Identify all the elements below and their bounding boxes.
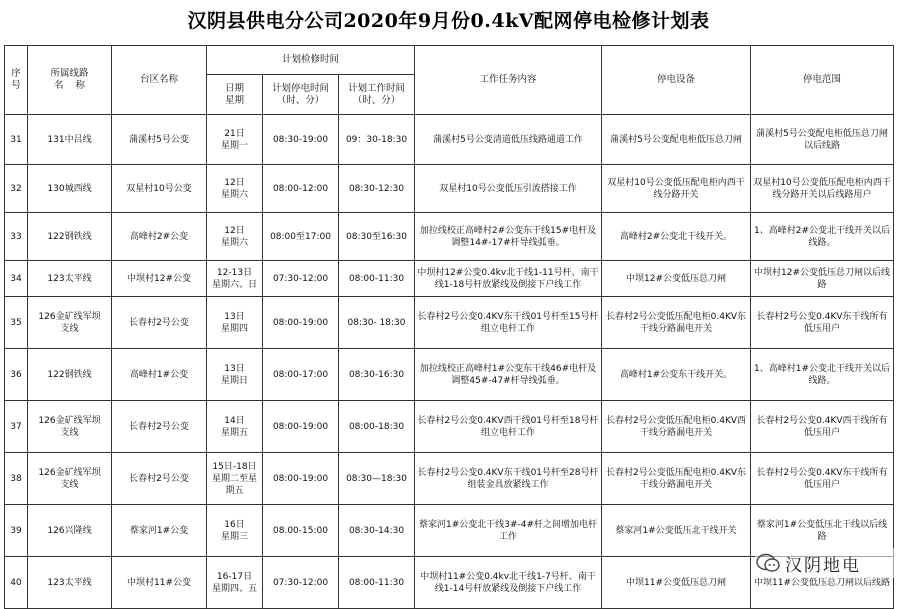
outage-range: 长春村2号公变0.4KV西干线所有低压用户 [751,401,894,453]
outage-device: 中坝12#公变低压总刀闸 [602,261,751,297]
area-name: 蔡家河1#公变 [112,505,207,557]
outage-device: 双星村10号公变低压配电柜内西干线分路开关 [602,165,751,213]
row-number: 35 [5,297,28,349]
work-time: 08:30-16:30 [339,349,415,401]
date-cell: 16日 星期三 [207,505,263,557]
task-content: 中坝村11#公变0.4kv北干线1-7号杆、南干线1-14号杆放紧线及倒接下户线工作 [415,557,602,609]
row-number: 32 [5,165,28,213]
line-name: 126金矿线军坝 支线 [28,401,112,453]
area-name: 双星村10号公变 [112,165,207,213]
outage-device: 高峰村2#公变北干线开关。 [602,213,751,261]
table-row [5,401,894,453]
outage-range: 长春村2号公变0.4KV东干线所有低压用户 [751,297,894,349]
outage-range: 中坝11#公变低压总刀闸以后线路 [751,557,894,609]
task-content: 长春村2号公变0.4KV西干线01号杆至18号杆组立电杆工作 [415,401,602,453]
table-row [5,261,894,297]
outage-device: 中坝11#公变低压总刀闸 [602,557,751,609]
task-content: 长春村2号公变0.4KV东干线01号杆至28号杆组装金具放紧线工作 [415,453,602,505]
table-row [5,349,894,401]
outage-plan-table [4,45,894,609]
outage-time: 08:30-19:00 [263,115,339,165]
line-name: 123太平线 [28,557,112,609]
outage-time: 08:00-19:00 [263,453,339,505]
work-time: 08:30—18:30 [339,453,415,505]
area-name: 中坝村11#公变 [112,557,207,609]
work-time: 08:00-11:30 [339,261,415,297]
task-content: 加拉线校正高峰村1#公变东干线46#电杆及调整45#-47#杆导线弧垂。 [415,349,602,401]
outage-time: 08.00-15:00 [263,505,339,557]
row-number: 39 [5,505,28,557]
task-content: 蔡家河1#公变北干线3#-4#杆之间增加电杆工作 [415,505,602,557]
outage-time: 08:00至17:00 [263,213,339,261]
task-content: 双星村10号公变低压引流搭接工作 [415,165,602,213]
row-number: 37 [5,401,28,453]
header-area: 台区名称 [112,46,207,115]
outage-device: 长春村2号公变低压配电柜0.4KV西干线分路漏电开关 [602,401,751,453]
area-name: 高峰村1#公变 [112,349,207,401]
header-plan-time: 计划检修时间 [207,46,415,75]
outage-time: 08:00-19:00 [263,401,339,453]
outage-range: 蒲溪村5号公变配电柜低压总刀闸以后线路 [751,115,894,165]
date-cell: 12日 星期六 [207,213,263,261]
task-content: 蒲溪村5号公变清道低压线路通道工作 [415,115,602,165]
table-row [5,165,894,213]
line-name: 126金矿线军坝 支线 [28,297,112,349]
header-range: 停电范围 [751,46,894,115]
work-time: 08:00-11:30 [339,557,415,609]
area-name: 长春村2号公变 [112,453,207,505]
outage-time: 08:00-17:00 [263,349,339,401]
header-date: 日期 星期 [207,75,263,115]
outage-range: 长春村2号公变0.4KV东干线所有低压用户 [751,453,894,505]
date-cell: 13日 星期日 [207,349,263,401]
row-number: 36 [5,349,28,401]
outage-device: 长春村2号公变低压配电柜0.4KV东干线分路漏电开关 [602,297,751,349]
date-cell: 12-13日 星期六、日 [207,261,263,297]
table-row [5,453,894,505]
line-name: 130城西线 [28,165,112,213]
area-name: 蒲溪村5号公变 [112,115,207,165]
row-number: 40 [5,557,28,609]
header-outage-time: 计划停电时间 （时、分） [263,75,339,115]
work-time: 08:30-14:30 [339,505,415,557]
outage-time: 07:30-12:00 [263,557,339,609]
line-name: 122钢铁线 [28,349,112,401]
outage-time: 07:30-12:00 [263,261,339,297]
row-number: 31 [5,115,28,165]
header-task: 工作任务内容 [415,46,602,115]
work-time: 08:30- 18:30 [339,297,415,349]
table-row [5,213,894,261]
task-content: 加拉线校正高峰村2#公变东干线15#电杆及调整14#-17#杆导线弧垂。 [415,213,602,261]
row-number: 38 [5,453,28,505]
outage-time: 08:00-19:00 [263,297,339,349]
header-seq: 序 号 [5,46,28,115]
outage-range: 1、高峰村2#公变北干线开关以后线路。 [751,213,894,261]
date-cell: 16-17日 星期四、五 [207,557,263,609]
outage-time: 08:00-12:00 [263,165,339,213]
work-time: 09：30-18:30 [339,115,415,165]
header-line: 所属线路 名 称 [28,46,112,115]
row-number: 34 [5,261,28,297]
outage-range: 双星村10号公变低压配电柜内西干线分路开关以后线路用户 [751,165,894,213]
outage-device: 高峰村1#公变东干线开关。 [602,349,751,401]
line-name: 122钢铁线 [28,213,112,261]
area-name: 中坝村12#公变 [112,261,207,297]
line-name: 126兴隆线 [28,505,112,557]
line-name: 123太平线 [28,261,112,297]
line-name: 126金矿线军坝 支线 [28,453,112,505]
outage-range: 1、高峰村1#公变北干线开关以后线路。 [751,349,894,401]
area-name: 长春村2号公变 [112,401,207,453]
header-device: 停电设备 [602,46,751,115]
outage-range: 中坝村12#公变低压总刀闸以后线路 [751,261,894,297]
header-work-time: 计划工作时间 （时、分） [339,75,415,115]
date-cell: 14日 星期五 [207,401,263,453]
task-content: 长春村2号公变0.4KV东干线01号杆至15号杆组立电杆工作 [415,297,602,349]
outage-device: 蒲溪村5号公变配电柜低压总刀闸 [602,115,751,165]
outage-device: 长春村2号公变低压配电柜0.4KV东干线分路漏电开关 [602,453,751,505]
work-time: 08:30-12:30 [339,165,415,213]
date-cell: 15日-18日 星期二至星 期五 [207,453,263,505]
watermark [755,548,897,578]
row-number: 33 [5,213,28,261]
outage-range: 蔡家河1#公变低压北干线以后线路 [751,505,894,557]
date-cell: 21日 星期一 [207,115,263,165]
watermark-text: 汉阴地电 [785,555,861,576]
table-row [5,297,894,349]
table-row [5,115,894,165]
date-cell: 13日 星期四 [207,297,263,349]
area-name: 长春村2号公变 [112,297,207,349]
outage-device: 蔡家河1#公变低压北干线开关 [602,505,751,557]
work-time: 08:00-18:30 [339,401,415,453]
line-name: 131中吕线 [28,115,112,165]
page-title: 汉阴县供电分公司2020年9月份0.4kV配网停电检修计划表 [187,10,710,32]
task-content: 中坝村12#公变0.4kv北干线1-11号杆、南干线1-18号杆放紧线及倒接下户线工作 [415,261,602,297]
chat-bubble-icon [755,552,781,574]
work-time: 08:30至16:30 [339,213,415,261]
area-name: 高峰村2#公变 [112,213,207,261]
date-cell: 12日 星期六 [207,165,263,213]
